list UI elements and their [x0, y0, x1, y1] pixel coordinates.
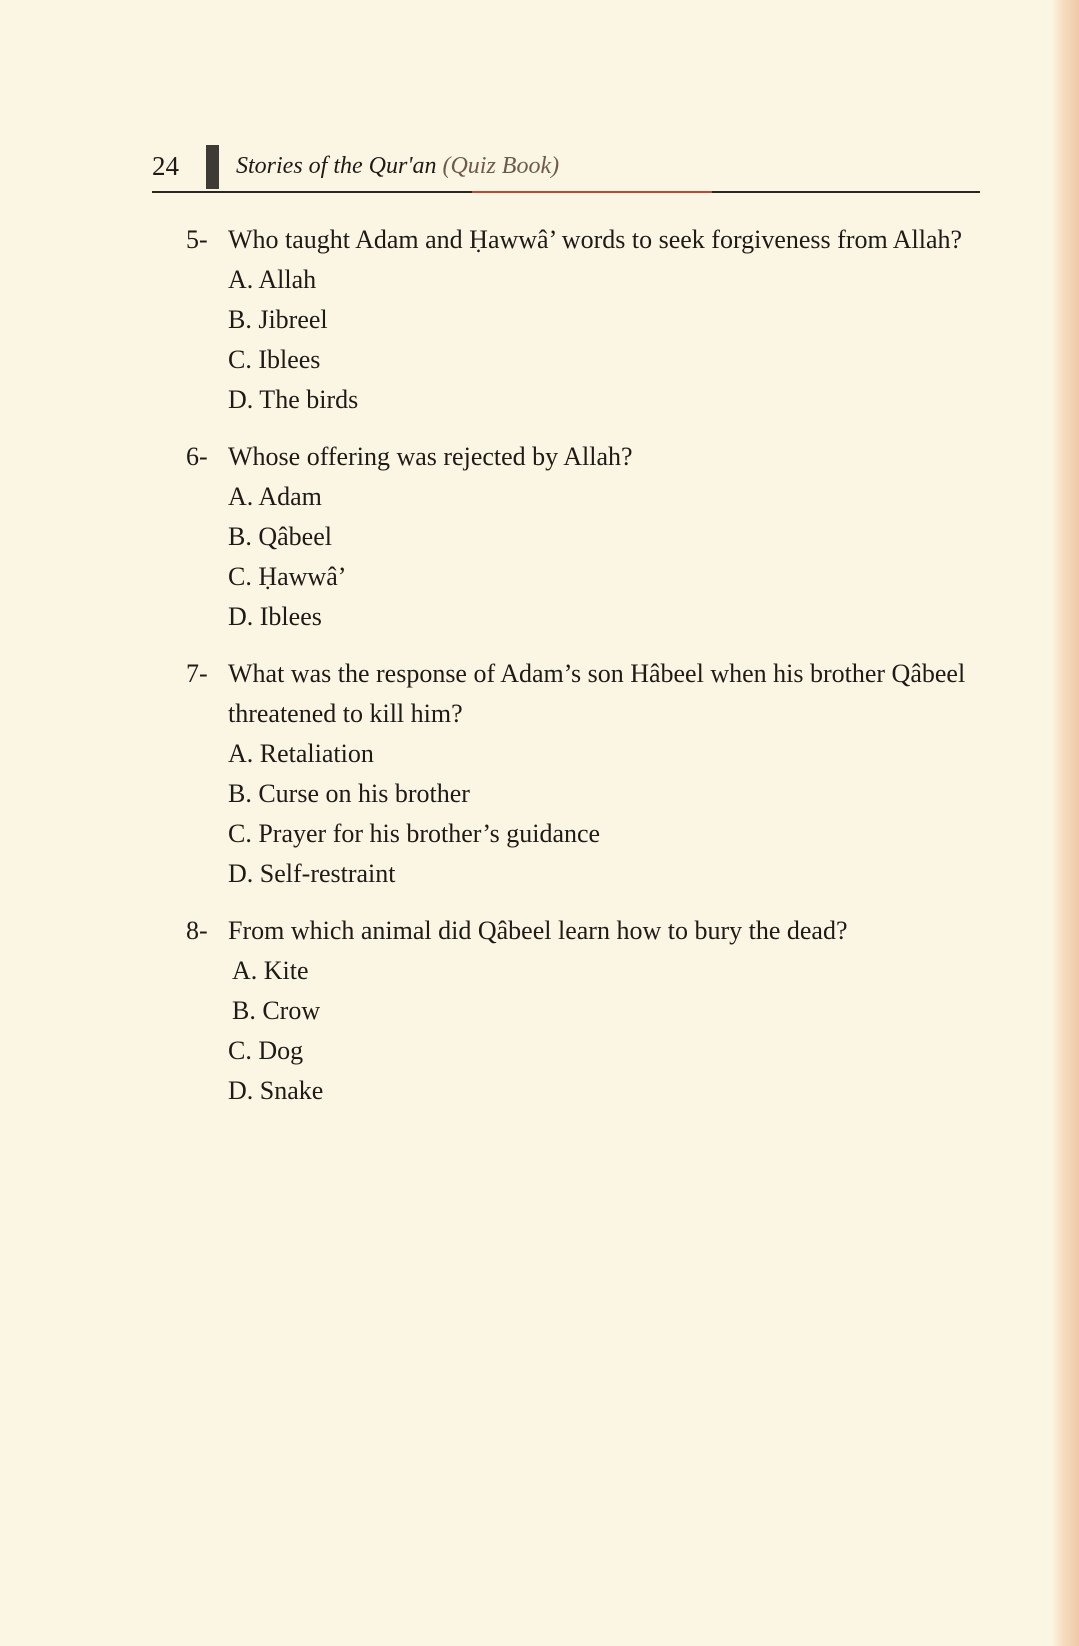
question-number: 7- — [186, 659, 208, 688]
option-b: B. Qâbeel — [228, 522, 332, 551]
option-c: C. Ḥawwâ’ — [228, 562, 347, 591]
option-c: C. Prayer for his brother’s guidance — [228, 819, 601, 848]
option-d: D. The birds — [228, 385, 359, 414]
option-d: D. Snake — [228, 1076, 324, 1105]
header-bar — [206, 145, 219, 189]
question-number: 5- — [186, 225, 208, 254]
question-text: From which animal did Qâbeel learn how to bury the dead? — [228, 916, 848, 945]
option-c: C. Iblees — [228, 345, 321, 374]
question-5 — [186, 220, 986, 420]
book-title — [236, 153, 559, 180]
question-text: What was the response of Adam’s son Hâbeel when his brother Qâbeel threatened to kill him? — [228, 659, 966, 728]
option-list — [228, 477, 986, 637]
page-header — [152, 145, 980, 191]
question-6 — [186, 437, 986, 637]
question-8 — [186, 911, 986, 1111]
question-number: 8- — [186, 916, 208, 945]
option-a: A. Allah — [228, 265, 317, 294]
option-b: B. Crow — [232, 996, 321, 1025]
question-7 — [186, 654, 986, 894]
option-a: A. Retaliation — [228, 739, 374, 768]
book-title-sub: (Quiz Book) — [442, 153, 560, 179]
option-a: A. Kite — [232, 956, 309, 985]
quiz-list — [186, 220, 986, 1128]
option-d: D. Iblees — [228, 602, 322, 631]
option-list — [228, 951, 986, 1111]
option-list — [228, 734, 986, 894]
option-b: B. Jibreel — [228, 305, 328, 334]
question-number: 6- — [186, 442, 208, 471]
header-accent — [472, 191, 712, 193]
option-a: A. Adam — [228, 482, 322, 511]
option-c: C. Dog — [228, 1036, 304, 1065]
question-text: Whose offering was rejected by Allah? — [228, 442, 633, 471]
option-d: D. Self-restraint — [228, 859, 396, 888]
option-list — [228, 260, 986, 420]
page-number: 24 — [152, 151, 179, 181]
option-b: B. Curse on his brother — [228, 779, 470, 808]
page-edge — [1051, 0, 1079, 1646]
book-title-main: Stories of the Qur'an — [236, 153, 437, 179]
question-text: Who taught Adam and Ḥawwâ’ words to seek forgiveness from Allah? — [228, 225, 963, 254]
